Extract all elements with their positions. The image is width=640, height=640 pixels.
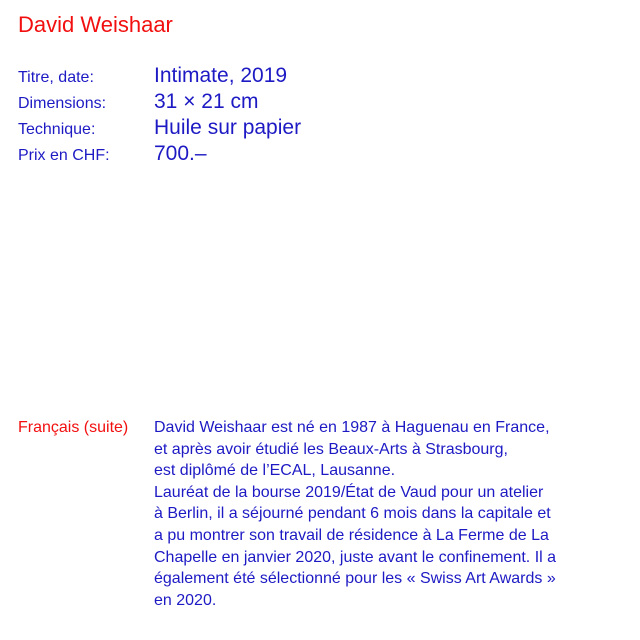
artist-name: David Weishaar	[18, 12, 173, 37]
biography-line: Chapelle en janvier 2020, juste avant le confinement. Il a	[154, 548, 557, 566]
biography-line: également été sélectionné pour les « Swiss Art Awards »	[154, 570, 556, 588]
biography-section	[18, 417, 628, 611]
biography-line: et après avoir étudié les Beaux-Arts à Strasbourg,	[154, 440, 508, 458]
biography-line: à Berlin, il a séjourné pendant 6 mois dans la capitale et	[154, 505, 551, 523]
detail-label-price: Prix en CHF:	[18, 147, 110, 164]
artwork-details	[18, 64, 618, 168]
detail-row-price	[18, 142, 618, 168]
biography-text	[154, 417, 628, 611]
biography-line: en 2020.	[154, 591, 217, 609]
biography-language-label: Français (suite)	[18, 419, 129, 436]
biography-line: Lauréat de la bourse 2019/État de Vaud pour un atelier	[154, 483, 544, 501]
detail-value-dimensions: 31 × 21 cm	[154, 90, 259, 113]
detail-value-title: Intimate, 2019	[154, 64, 288, 87]
detail-label-title: Titre, date:	[18, 69, 94, 86]
detail-label-technique: Technique:	[18, 121, 96, 138]
biography-line: a pu montrer son travail de résidence à La Ferme de La	[154, 526, 549, 544]
detail-row-dimensions	[18, 90, 618, 116]
detail-row-technique	[18, 116, 618, 142]
detail-row-title	[18, 64, 618, 90]
detail-value-price: 700.–	[154, 142, 207, 165]
biography-line: est diplômé de l’ECAL, Lausanne.	[154, 462, 396, 480]
biography-line: David Weishaar est né en 1987 à Haguenau en France,	[154, 419, 550, 436]
detail-value-technique: Huile sur papier	[154, 116, 302, 139]
detail-label-dimensions: Dimensions:	[18, 95, 107, 112]
